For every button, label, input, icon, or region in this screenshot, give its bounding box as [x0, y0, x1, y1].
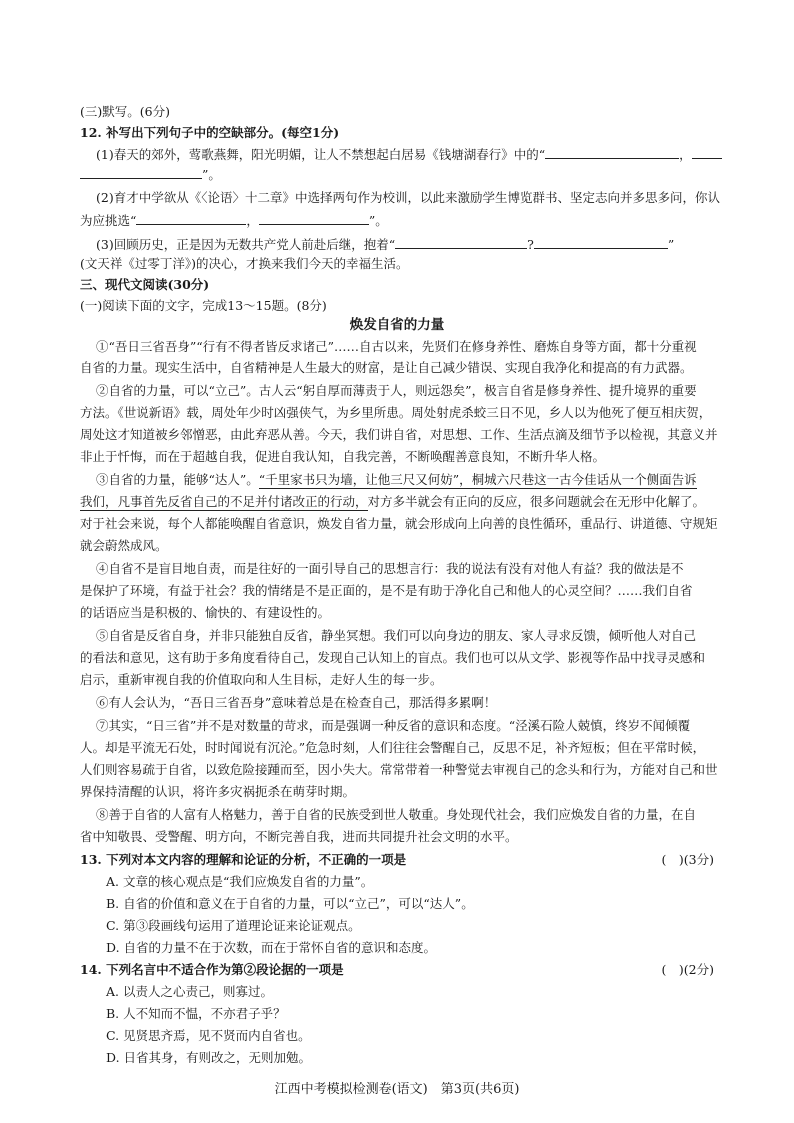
question-12-3-line-2: (文天祥《过零丁洋》)的决心，才换来我们今天的幸福生活。: [80, 256, 409, 271]
question-14-option-c[interactable]: C. 见贤思齐焉，见不贤而内自省也。: [106, 1028, 311, 1043]
paragraph-4-line: 的话语应当是积极的、愉快的、有建设性的。: [80, 605, 331, 620]
paragraph-2-line: 周处这才知道被乡邻憎恶，由此弃恶从善。今天，我们讲自省，对思想、工作、生活点滴及细节予以检视，其意义并: [80, 427, 718, 442]
separator: ?: [527, 237, 534, 252]
question-14-option-d[interactable]: D. 日省其身，有则改之，无则加勉。: [106, 1050, 312, 1065]
answer-blank[interactable]: [259, 212, 369, 225]
answer-blank[interactable]: [534, 236, 668, 249]
question-14-score: ( )(2分): [661, 962, 714, 977]
paragraph-8-line: 省中知敬畏、受警醒、明方向，不断完善自我，进而共同提升社会文明的水平。: [80, 829, 518, 844]
question-13-option-b[interactable]: B. 自省的价值和意义在于自省的力量，可以“立己”，可以“达人”。: [106, 896, 474, 911]
page-footer: 江西中考模拟检测卷(语文) 第3页(共6页): [274, 1082, 520, 1097]
answer-blank[interactable]: [395, 236, 527, 249]
paragraph-2-line: 方法。《世说新语》载，周处年少时凶强侠气，为乡里所患。周处射虎杀蛟三日不见，乡人以为他死了便互相庆贺，: [80, 405, 712, 420]
answer-blank[interactable]: [545, 146, 679, 159]
closing-quote: ”: [667, 237, 675, 252]
closing-quote: ”。: [202, 167, 221, 182]
question-14-option-a[interactable]: A. 以责人之心责己，则寡过。: [106, 984, 273, 999]
question-13-option-a[interactable]: A. 文章的核心观点是“我们应焕发自省的力量”。: [106, 874, 374, 889]
question-12-2-text: 为应挑选“: [80, 213, 137, 228]
section-modern-subheader: (一)阅读下面的文字，完成13～15题。(8分): [80, 298, 327, 313]
paragraph-1-line: 自省的力量。现实生活中，自省精神是人生最大的财富，是让自己减少错误、实现自我净化和提高的有力武器。: [80, 360, 693, 375]
question-12-1-text: (1)春天的郊外，莺歌燕舞，阳光明媚，让人不禁想起白居易《钱塘湖春行》中的“: [96, 147, 546, 162]
paragraph-4-line: 是保护了环境，有益于社会？我的情绪是不是正面的，是不是有助于净化自己和他人的心灵空间？……我们自省: [80, 583, 693, 598]
paragraph-3-line: 就会蔚然成风。: [80, 538, 168, 553]
paragraph-5-line: ⑤自省是反省自身，并非只能独自反省，静坐冥想。我们可以向身边的朋友、家人寻求反馈，倾听他人对自己: [96, 628, 697, 643]
paragraph-3-line: [80, 494, 714, 510]
paragraph-3-line: 对于社会来说，每个人都能唤醒自省意识，焕发自省力量，就会形成向上向善的良性循环，重品行、讲道德、守规矩: [80, 516, 718, 531]
question-12-1-line: [96, 146, 714, 163]
question-13-score: ( )(3分): [661, 852, 714, 867]
separator: ，: [679, 147, 692, 162]
paragraph-2-line: 非止于忏悔，而在于超越自我，促进自我认知，自我完善，不断唤醒善意良知，不断升华人格。: [80, 449, 606, 464]
paragraph-3-lead: ③自省的力量，能够“达人”。: [96, 472, 259, 487]
answer-blank[interactable]: [80, 166, 202, 179]
paragraph-7-line: ⑦其实，“日三省”并不是对数量的苛求，而是强调一种反省的意识和态度。“泾溪石险人兢慎，终岁不闻倾覆: [96, 718, 691, 733]
paragraph-5-line: 的看法和意见，这有助于多角度看待自己，发现自己认知上的盲点。我们也可以从文学、影视等作品中找寻灵感和: [80, 650, 706, 665]
answer-blank[interactable]: [136, 212, 246, 225]
underlined-sentence: “千里家书只为墙，让他三尺又何妨”，桐城六尺巷这一古今佳话从一个侧面告诉: [258, 472, 697, 487]
question-12-intro: 12. 补写出下列句子中的空缺部分。(每空1分): [80, 125, 340, 140]
section-modern-header: 三、现代文阅读(30分): [80, 277, 210, 292]
underlined-sentence: 我们，凡事首先反省自己的不足并付诸改正的行动，: [80, 494, 368, 509]
question-13-stem: 13. 下列对本文内容的理解和论证的分析，不正确的一项是: [80, 852, 407, 867]
paragraph-3-line: [96, 472, 714, 488]
question-14-option-b[interactable]: B. 人不知而不愠，不亦君子乎？: [106, 1006, 286, 1021]
article-title: 焕发自省的力量: [349, 317, 445, 333]
question-12-3-line: [96, 236, 714, 253]
question-13-option-d[interactable]: D. 自省的力量不在于次数，而在于常怀自省的意识和态度。: [106, 940, 437, 955]
question-12-2-line-2: [80, 212, 714, 229]
answer-blank[interactable]: [692, 146, 722, 159]
paragraph-3-text: 对方多半就会有正向的反应，很多问题就会在无形中化解了。: [367, 494, 706, 509]
paragraph-4-line: ④自省不是盲目地自责，而是往好的一面引导自己的思想言行：我的说法有没有对他人有益？我的做法是不: [96, 561, 684, 576]
question-12-1-line-2: [80, 166, 714, 183]
paragraph-7-line: 人。却是平流无石处，时时闻说有沉沦。”危急时刻，人们往往会警醒自己，反思不足，补齐短板；但在平常时候，: [80, 740, 706, 755]
paragraph-2-line: ②自省的力量，可以“立己”。古人云“躬自厚而薄责于人，则远怨矣”，极言自省是修身养性、提升境界的重要: [96, 383, 697, 398]
separator: ，: [246, 213, 259, 228]
question-13-option-c[interactable]: C. 第③段画线句运用了道理论证来论证观点。: [106, 918, 361, 933]
paragraph-7-line: 界保持清醒的认识，将许多灾祸扼杀在萌芽时期。: [80, 784, 356, 799]
closing-quote: ”。: [368, 213, 388, 228]
paragraph-5-line: 启示，重新审视自我的价值取向和人生目标，走好人生的每一步。: [80, 672, 443, 687]
paragraph-1-line: ①“吾日三省吾身”“行有不得者皆反求诸己”……自古以来，先贤们在修身养性、磨炼自身等方面，都十分重视: [96, 339, 697, 354]
question-14-stem: 14. 下列名言中不适合作为第②段论据的一项是: [80, 962, 344, 977]
section-dictation-header: (三)默写。(6分): [80, 104, 170, 119]
question-12-3-text: (3)回顾历史，正是因为无数共产党人前赴后继，抱着“: [96, 237, 396, 252]
question-12-2-line: (2)育才中学欲从《〈论语〉十二章》中选择两句作为校训，以此来激励学生博览群书、坚定志向并多思多问，你认: [96, 190, 720, 205]
paragraph-7-line: 人们则容易疏于自省，以致危险接踵而至，因小失大。常常带着一种警觉去审视自己的念头和行为，方能对自己和世: [80, 762, 718, 777]
paragraph-8-line: ⑧善于自省的人富有人格魅力，善于自省的民族受到世人敬重。身处现代社会，我们应焕发自省的力量，在自: [96, 807, 697, 822]
paragraph-6-line: ⑥有人会认为，“吾日三省吾身”意味着总是在检查自己，那活得多累啊！: [96, 695, 497, 710]
